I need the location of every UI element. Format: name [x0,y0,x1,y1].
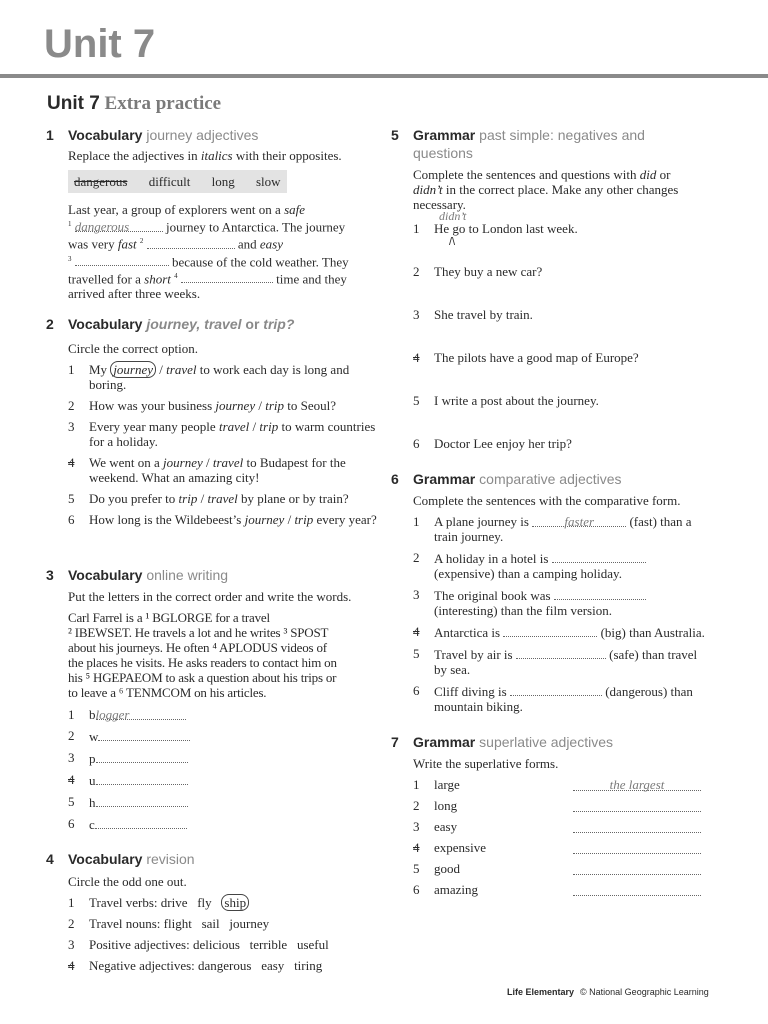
footer-book: Life Elementary [507,987,575,997]
answer-blank[interactable] [96,772,188,785]
section-6-list [413,514,721,714]
answer-blank[interactable] [573,861,701,875]
section-kind: Vocabulary [68,316,143,332]
section-6-instructions: Complete the sentences with the comparative form. [413,493,681,508]
answer-blank[interactable] [96,750,188,763]
section-4 [46,850,380,979]
list-item: 1 large the largest [413,777,721,792]
option[interactable]: travel [218,419,250,434]
section-topic: superlative adjectives [479,734,614,750]
list-item: 3 p [68,750,380,766]
list-item: 4 Negative adjectives: dangerous easy tiring [68,958,323,973]
answer-blank[interactable] [573,798,701,812]
option[interactable]: terrible [249,937,288,952]
list-item: 5 I write a post about the journey. [413,393,599,408]
title-unit: Unit 7 [47,93,100,114]
answer-blank[interactable] [510,683,602,696]
section-2 [46,315,380,533]
section-7-heading [391,733,721,751]
answer-blank[interactable] [552,550,646,563]
section-3 [46,566,380,838]
list-item: 1 He go to London last week. [413,221,578,236]
section-2-heading: 2 Vocabulary journey, travel or trip? [46,316,295,332]
section-4-instructions: Circle the odd one out. [68,874,187,889]
list-item: 5 Do you prefer to trip / travel by plane or by train? [68,491,349,506]
option[interactable]: journey [244,512,285,527]
answer-blank[interactable] [181,270,273,283]
option[interactable]: useful [296,937,329,952]
section-2-list [68,362,380,527]
list-item: 3 easy [413,819,721,834]
list-item: 6 c [68,816,380,832]
list-item: 2 long [413,798,721,813]
option[interactable]: easy [261,958,285,973]
answer-blank[interactable]: the largest [573,777,701,791]
section-kind: Grammar [413,471,476,487]
section-number: 4 [46,851,54,867]
section-2-instructions: Circle the correct option. [68,341,198,356]
section-number: 6 [391,471,399,487]
list-item: 6 Cliff diving is (dangerous) than mountain biking. [413,683,693,714]
option[interactable]: delicious [192,937,240,952]
answer-blank[interactable] [503,624,597,637]
option[interactable]: sail [201,916,220,931]
answer-blank[interactable] [573,819,701,833]
section-kind: Vocabulary [68,567,143,583]
list-item: 4 We went on a journey / travel to Budapest for the weekend. What an amazing city! [68,455,346,485]
answer-blank[interactable] [554,587,646,600]
list-item: 6 Doctor Lee enjoy her trip? [413,436,572,451]
section-number: 7 [391,734,399,750]
section-kind: Vocabulary [68,851,143,867]
option[interactable]: trip [178,491,198,506]
option[interactable]: trip [294,512,314,527]
option[interactable]: trip [265,398,285,413]
section-topic: comparative adjectives [479,471,622,487]
section-3-heading [46,566,380,584]
list-item: 4 Antarctica is (big) than Australia. [413,624,705,640]
option[interactable]: drive [160,895,188,910]
list-item: 4 expensive [413,840,721,855]
section-number: 2 [46,316,54,332]
section-5-heading [391,126,721,162]
list-item: 4 The pilots have a good map of Europe? [413,350,639,365]
option[interactable]: travel [212,455,244,470]
section-kind: Vocabulary [68,127,143,143]
option[interactable]: fly [197,895,212,910]
title-subtitle: Extra practice [104,93,222,114]
option[interactable]: travel [207,491,238,506]
list-item: 2 They buy a new car? [413,264,543,279]
section-kind: Grammar [413,734,476,750]
list-item: 3 The original book was (interesting) than the film version. [413,587,721,618]
answer-blank[interactable]: dangerous [75,219,163,232]
option[interactable]: dangerous [198,958,252,973]
option[interactable]: flight [163,916,192,931]
section-topic: online writing [146,567,229,583]
section-kind: Grammar [413,127,476,143]
list-item: 6 How long is the Wildebeest’s journey / trip every year? [68,512,377,527]
answer-blank[interactable] [573,840,701,854]
answer-blank[interactable] [75,253,169,266]
option-circled[interactable]: journey [110,361,156,378]
list-item: 3 Positive adjectives: delicious terrible useful [68,937,329,952]
word-box-word: slow [255,174,281,189]
answer-blank[interactable] [95,816,187,829]
list-item: 6 amazing [413,882,721,897]
section-5-list [413,221,721,451]
section-4-list [68,895,380,973]
list-item: 2 w [68,728,380,744]
section-3-instructions: Put the letters in the correct order and write the words. [68,589,352,604]
answer-blank[interactable]: logger [96,707,186,720]
word-box-word: dangerous [74,174,128,189]
option[interactable]: journey [163,455,203,470]
section-topic: past simple: negatives and [479,127,645,143]
section-topic: journey adjectives [146,127,259,143]
option[interactable]: journey [229,916,270,931]
list-item: 1 blogger [68,707,380,722]
section-1-instructions: Replace the adjectives in italics with their opposites. [68,148,342,163]
section-1 [46,126,380,301]
list-item: 5 h [68,794,380,810]
answer-blank[interactable] [573,882,701,896]
answer-blank[interactable] [147,236,235,249]
section-1-heading [46,126,380,144]
list-item: 2 A holiday in a hotel is (expensive) than a camping holiday. [413,550,721,581]
list-item: 4 u [68,772,380,788]
section-7 [391,733,721,903]
section-topic-cont: questions [413,145,473,161]
answer-blank[interactable] [96,794,188,807]
list-item: 2 Travel nouns: flight sail journey [68,916,270,931]
list-item: 3 She travel by train. [413,307,533,322]
section-5 [391,126,721,451]
list-item: 2 How was your business journey / trip to Seoul? [68,398,337,413]
section-5-instructions: Complete the sentences and questions with did or didn’t in the correct place. Make any other changes necessary. [413,167,679,212]
footer [507,987,709,997]
section-3-list [68,707,380,832]
section-number: 5 [391,127,399,143]
option-circled[interactable]: ship [221,894,249,911]
word-box [68,170,287,193]
list-item: 1 My journey / travel to work each day is long and boring. [68,362,350,392]
section-7-list [413,777,721,897]
section-6-heading [391,470,721,488]
section-6 [391,470,721,720]
section-7-instructions: Write the superlative forms. [413,756,559,771]
option[interactable]: tiring [294,958,323,973]
list-item: 5 good [413,861,721,876]
handwritten-answer: didn’t [439,209,467,223]
option[interactable]: journey [215,398,256,413]
word-box-word: long [211,174,235,189]
header-rule [0,74,768,78]
list-item: 5 Travel by air is (safe) than travel by sea. [413,646,698,677]
list-item: 1 A plane journey is faster (fast) than a train journey. [413,514,692,544]
caret-mark: /\ [449,236,456,248]
section-1-paragraph: Last year, a group of explorers went on a safe $^1$ dangerous journey to Antarctica. The journey was very fast $^2$ and easy $^3$ because of the cold weather. They travelled for a short $^4$ time and they arrived after three weeks. [68,202,349,302]
list-item: 1 Travel verbs: drive fly ship [68,895,380,910]
option[interactable]: trip [259,419,279,434]
section-number: 1 [46,127,54,143]
answer-blank[interactable] [98,728,190,741]
word-box-word: difficult [148,174,191,189]
section-topic: revision [146,851,195,867]
section-4-heading [46,850,380,868]
answer-blank[interactable] [516,646,606,659]
unit-header: Unit 7 [44,22,156,66]
page-title [47,93,221,115]
section-number: 3 [46,567,54,583]
option[interactable]: travel [166,362,197,377]
list-item: 3 Every year many people travel / trip to warm countries for a holiday. [68,419,376,449]
footer-copyright: © National Geographic Learning [580,987,709,997]
answer-blank[interactable]: faster [532,514,626,527]
section-3-text: Carl Farrel is a ¹ BGLORGE for a travel ² IBEWSET. He travels a lot and he writes ³ SPOST about his journeys. He often ⁴ APLODUS videos of the places he visits. He asks readers to contact him on his ⁵ HGEPAEOM to ask a question about his trips or to leave a ⁶ TENMCOM on his articles. [68,610,337,700]
